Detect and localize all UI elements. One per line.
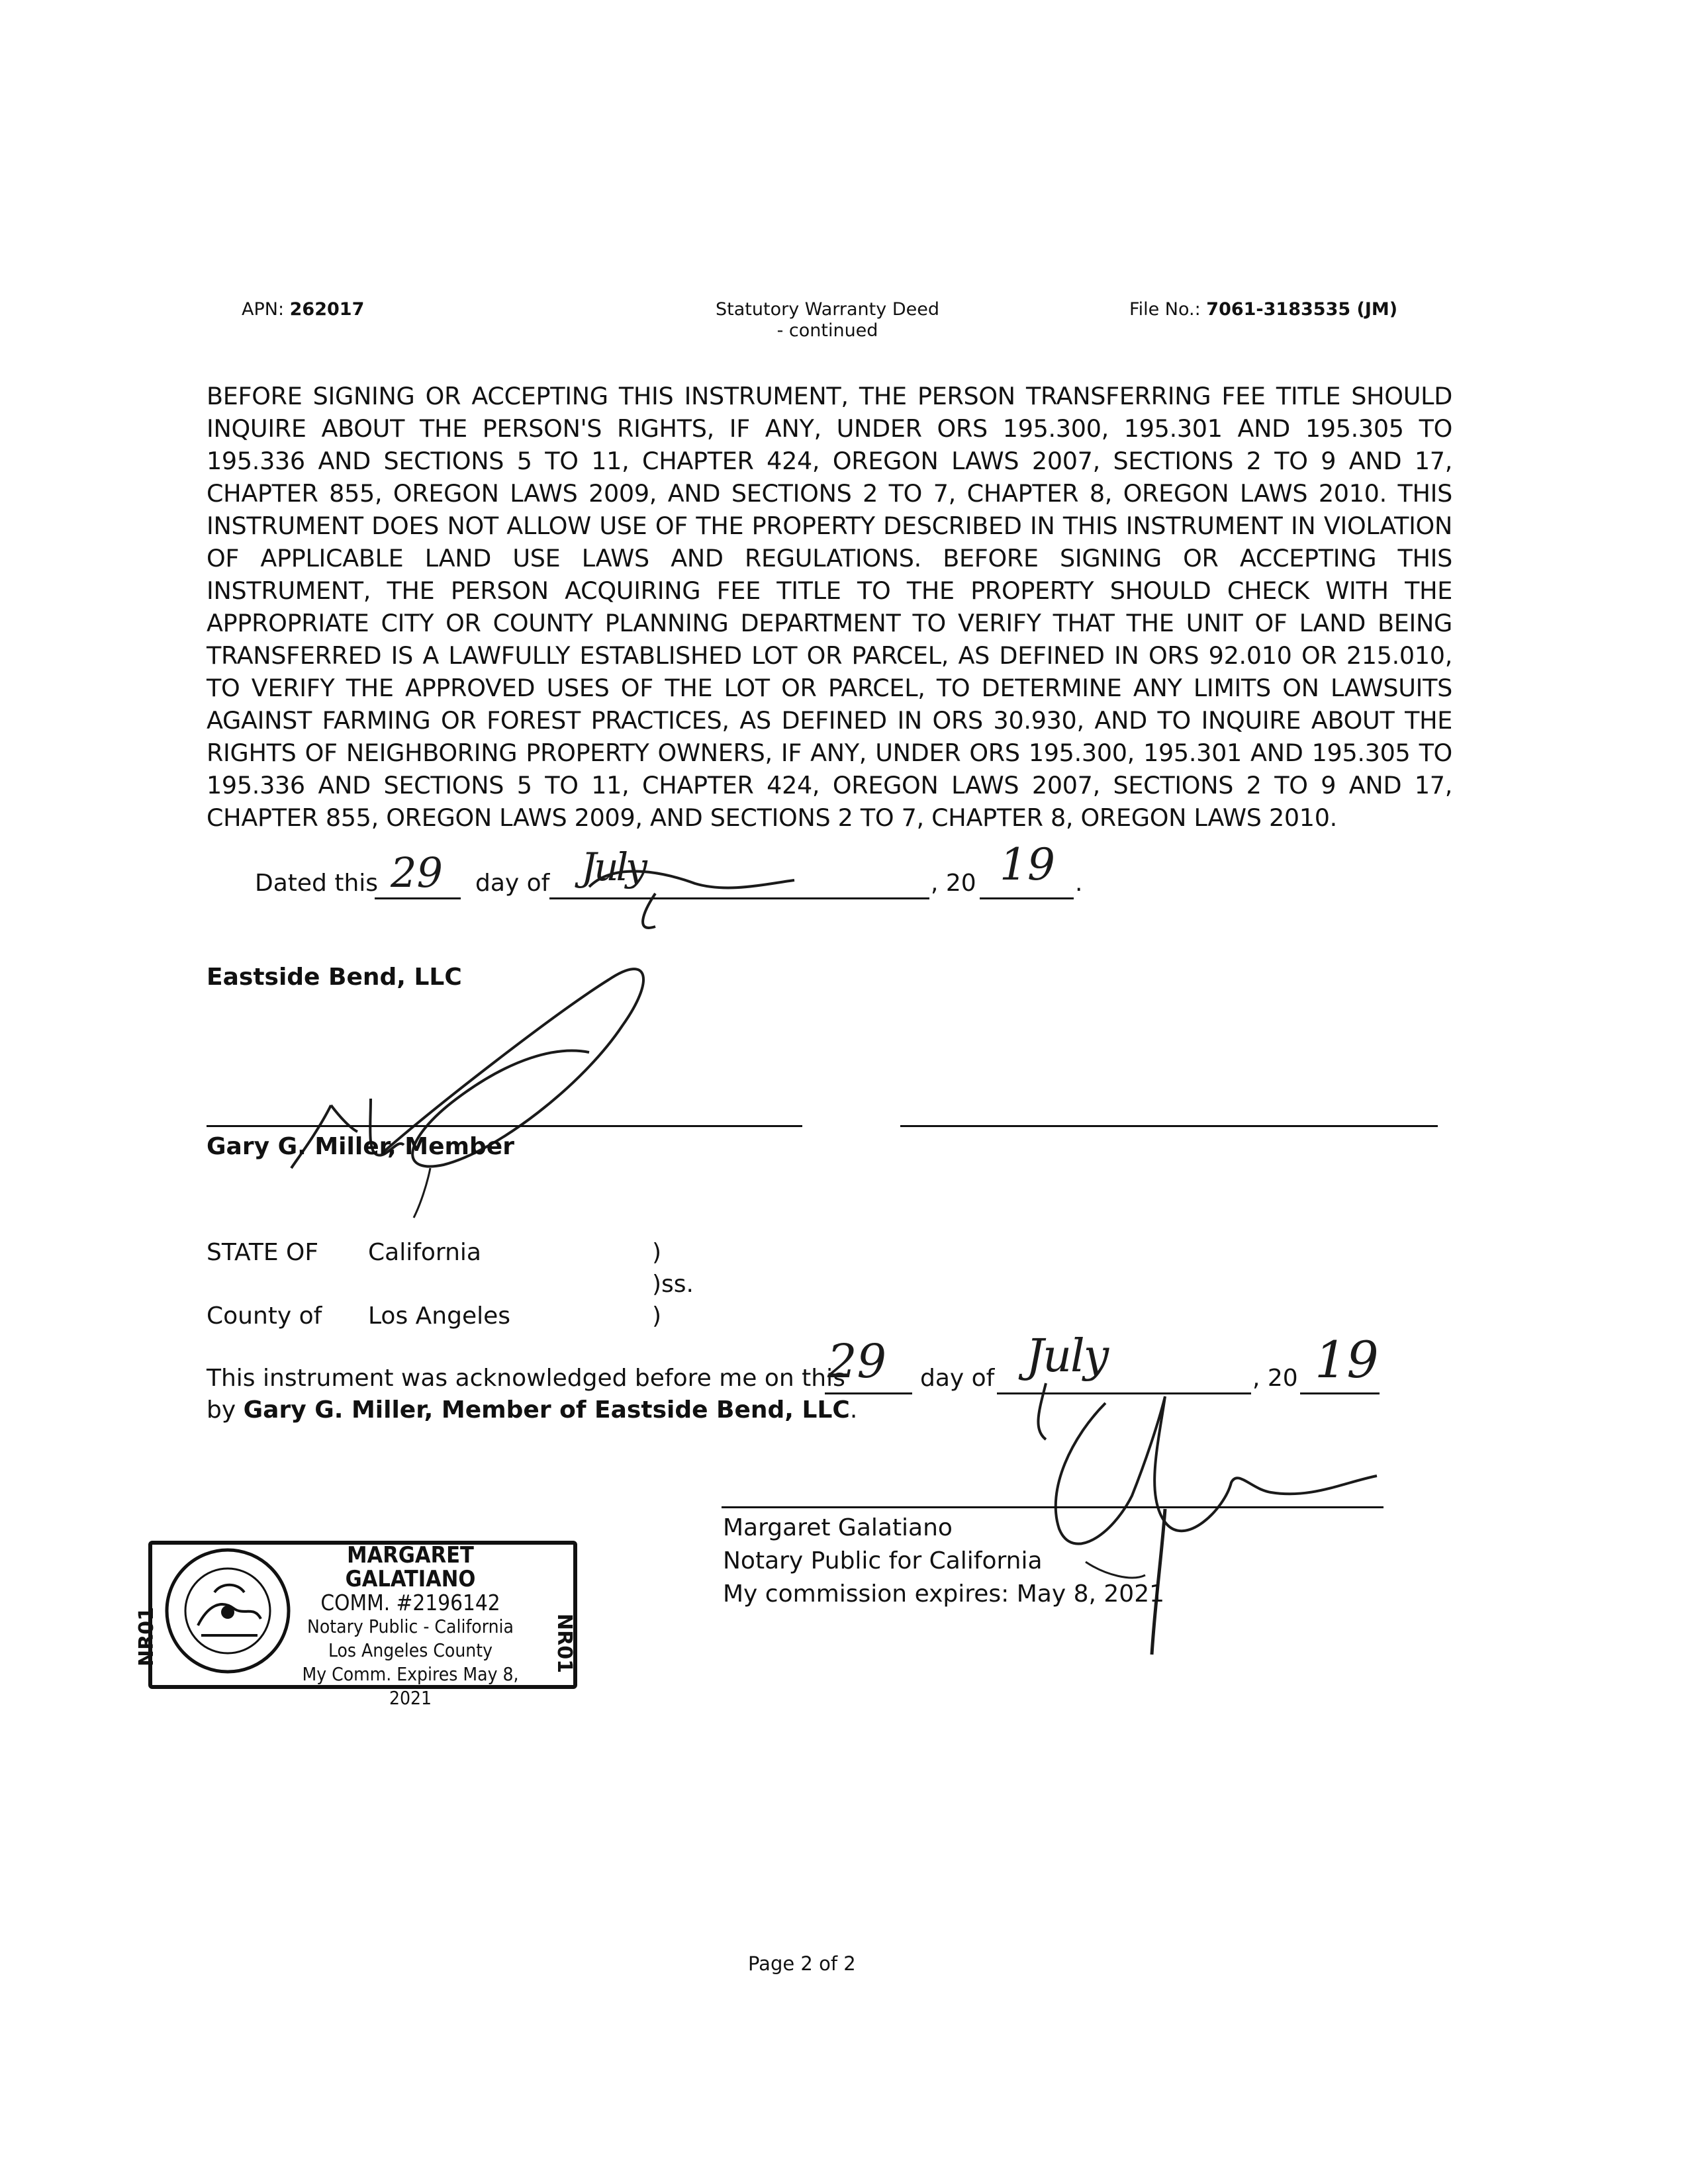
grantor-signer: Gary G. Miller, Member (207, 1133, 514, 1160)
month-scrawl-icon (576, 847, 801, 940)
file-number-value: 7061-3183535 (JM) (1206, 299, 1398, 320)
dated-mid: day of (475, 870, 550, 897)
ack-year-handwritten: 19 (1315, 1330, 1379, 1389)
dated-prefix: Dated this (255, 870, 379, 897)
document-title-line2: - continued (776, 320, 878, 341)
apn-value: 262017 (289, 299, 365, 320)
state-value: California (368, 1239, 481, 1266)
stamp-comm: COMM. #2196142 (320, 1590, 500, 1615)
paren-1: ) (652, 1239, 662, 1266)
stamp-expires: My Comm. Expires May 8, 2021 (302, 1663, 519, 1709)
stamp-name: MARGARET GALATIANO (345, 1542, 476, 1592)
by-bold: Gary G. Miller, Member of Eastside Bend, LLC (243, 1396, 850, 1424)
notary-signature-icon (1033, 1383, 1403, 1661)
file-number (1129, 299, 1397, 320)
stamp-side-left: NR01 (135, 1607, 158, 1666)
stamp-title: Notary Public - California (307, 1615, 514, 1637)
ack-year-prefix: , 20 (1252, 1365, 1298, 1392)
file-number-label: File No.: (1129, 299, 1201, 320)
stamp-side-right: NR01 (553, 1614, 576, 1673)
dated-day-handwritten: 29 (391, 848, 443, 897)
document-title-line1: Statutory Warranty Deed (716, 299, 939, 320)
acknowledged-by (207, 1396, 857, 1424)
dated-suffix: . (1075, 870, 1083, 897)
county-label: County of (207, 1302, 322, 1330)
grantor-signature-line (207, 1125, 802, 1127)
state-label: STATE OF (207, 1239, 319, 1266)
dated-month-handwritten: July (581, 844, 645, 889)
dated-year-prefix: , 20 (931, 870, 976, 897)
county-value: Los Angeles (368, 1302, 510, 1330)
notary-signature-line (722, 1506, 1383, 1508)
stamp-text (285, 1543, 536, 1710)
ack-month-handwritten: July (1026, 1330, 1108, 1383)
by-prefix: by (207, 1396, 236, 1424)
stamp-county: Los Angeles County (328, 1639, 493, 1661)
notary-commission: My commission expires: May 8, 2021 (723, 1580, 1165, 1608)
ack-day-handwritten: 29 (827, 1334, 887, 1388)
grantor-signature-icon (278, 940, 702, 1218)
dated-day-line (375, 897, 461, 899)
ack-mid: day of (920, 1365, 995, 1392)
document-title (682, 299, 973, 341)
second-signature-line (900, 1125, 1438, 1127)
ack-prefix: This instrument was acknowledged before me on this (207, 1365, 845, 1392)
apn-label: APN: (242, 299, 285, 320)
paren-2: ) (652, 1302, 662, 1330)
notary-title: Notary Public for California (723, 1547, 1043, 1574)
by-suffix: . (849, 1396, 858, 1424)
state-seal-icon (162, 1546, 294, 1676)
grantor-company: Eastside Bend, LLC (207, 964, 462, 991)
apn (242, 299, 364, 320)
dated-year-line (980, 897, 1074, 899)
page-number: Page 2 of 2 (748, 1952, 856, 1975)
notary-name: Margaret Galatiano (723, 1514, 953, 1541)
dated-year-handwritten: 19 (1000, 839, 1055, 890)
notary-stamp (135, 1534, 579, 1709)
ss-mark: )ss. (652, 1271, 694, 1298)
ack-day-line (825, 1392, 912, 1394)
statutory-notice-paragraph: BEFORE SIGNING OR ACCEPTING THIS INSTRUMENT, THE PERSON TRANSFERRING FEE TITLE SHOULD INQUIRE ABOUT THE PERSON'S RIGHTS, IF ANY, UNDER ORS 195.300, 195.301 AND 195.305 TO 195.336 AND SECTIONS 5 TO 11, CHAPTER 424, OREGON LAWS 2007, SECTIONS 2 TO 9 AND 17, CHAPTER 855, OREGON LAWS 2009, AND SECTIONS 2 TO 7, CHAPTER 8, OREGON LAWS 2010. THIS INSTRUMENT DOES NOT ALLOW USE OF THE PROPERTY DESCRIBED IN THIS INSTRUMENT IN VIOLATION OF APPLICABLE LAND USE LAWS AND REGULATIONS. BEFORE SIGNING OR ACCEPTING THIS INSTRUMENT, THE PERSON ACQUIRING FEE TITLE TO THE PROPERTY SHOULD CHECK WITH THE APPROPRIATE CITY OR COUNTY PLANNING DEPARTMENT TO VERIFY THAT THE UNIT OF LAND BEING TRANSFERRED IS A LAWFULLY ESTABLISHED LOT OR PARCEL, AS DEFINED IN ORS 92.010 OR 215.010, TO VERIFY THE APPROVED USES OF THE LOT OR PARCEL, TO DETERMINE ANY LIMITS ON LAWSUITS AGAINST FARMING OR FOREST PRACTICES, AS DEFINED IN ORS 30.930, AND TO INQUIRE ABOUT THE RIGHTS OF NEIGHBORING PROPERTY OWNERS, IF ANY, UNDER ORS 195.300, 195.301 AND 195.305 TO 195.336 AND SECTIONS 5 TO 11, CHAPTER 424, OREGON LAWS 2007, SECTIONS 2 TO 9 AND 17, CHAPTER 855, OREGON LAWS 2009, AND SECTIONS 2 TO 7, CHAPTER 8, OREGON LAWS 2010. (207, 382, 1452, 832)
